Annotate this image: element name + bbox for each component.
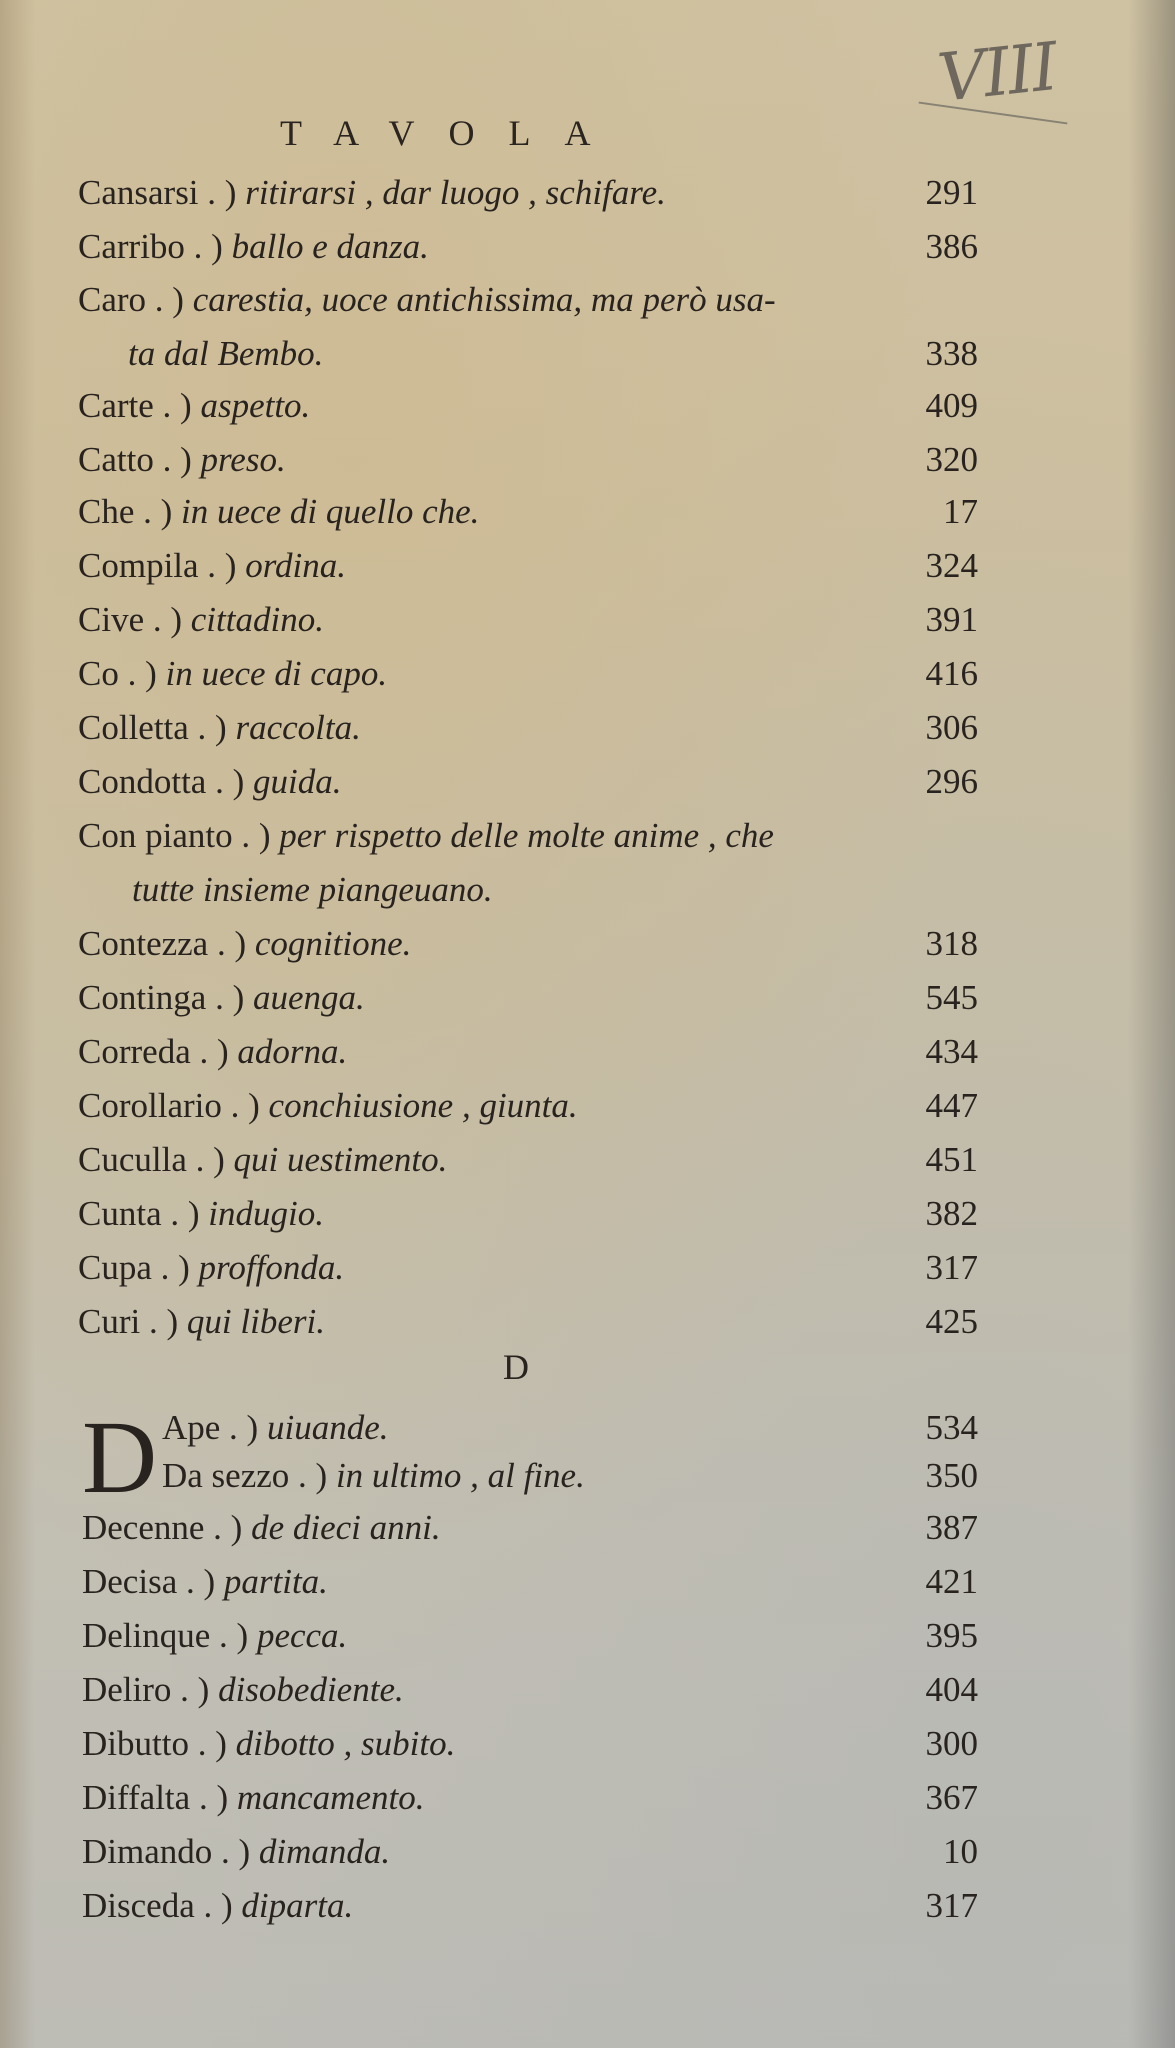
index-entry (78, 280, 978, 334)
index-entry (78, 386, 978, 440)
index-entry (78, 492, 978, 546)
entry-definition: dibotto , subito. (226, 1724, 456, 1763)
entry-page-number: 447 (925, 1086, 978, 1125)
entry-definition: ballo e danza. (222, 227, 429, 266)
entry-page-number: 17 (943, 492, 978, 531)
entry-page-number: 387 (925, 1508, 978, 1547)
entry-definition: carestia, uoce antichissima, ma però usa- (183, 280, 776, 319)
entry-term: Ape . ) (162, 1408, 259, 1447)
entry-term: Contezza . ) (78, 924, 247, 963)
drop-cap: D (82, 1400, 158, 1515)
handwritten-annotation: VIII (934, 28, 1060, 117)
entry-page-number: 300 (925, 1724, 978, 1763)
entry-page-number: 324 (925, 546, 978, 585)
entry-definition: qui liberi. (178, 1302, 325, 1341)
entry-definition: raccolta. (226, 708, 361, 747)
entry-page-number: 382 (925, 1194, 978, 1233)
entry-definition: pecca. (248, 1616, 348, 1655)
index-entry (78, 762, 978, 816)
entry-definition: in ultimo , al fine. (327, 1456, 585, 1495)
index-entry (78, 1086, 978, 1140)
entry-definition: ordina. (236, 546, 347, 585)
entry-page-number: 434 (925, 1032, 978, 1071)
entry-page-number: 291 (925, 173, 978, 212)
index-entry (82, 1508, 978, 1562)
entry-definition: partita. (215, 1562, 328, 1601)
entry-page-number: 451 (925, 1140, 978, 1179)
entry-term: Continga . ) (78, 978, 245, 1017)
index-entry (82, 1886, 978, 1940)
entry-definition: cognitione. (246, 924, 412, 963)
index-entry (82, 1616, 978, 1670)
entry-definition: de dieci anni. (242, 1508, 441, 1547)
entry-term: Decenne . ) (82, 1508, 243, 1547)
entry-page-number: 409 (925, 386, 978, 425)
entry-definition: guida. (244, 762, 342, 801)
entry-term: Dibutto . ) (82, 1724, 227, 1763)
entry-definition: uiuande. (258, 1408, 389, 1447)
section-letter: D (503, 1347, 529, 1387)
entry-term: Con pianto . ) (78, 816, 271, 855)
index-entry (78, 600, 978, 654)
entry-definition: adorna. (228, 1032, 348, 1071)
index-entry (82, 1670, 978, 1724)
entry-term: Co . ) (78, 654, 157, 693)
entry-definition: qui uestimento. (224, 1140, 448, 1179)
entry-term: Deliro . ) (82, 1670, 210, 1709)
entry-page-number: 545 (925, 978, 978, 1017)
index-entry (78, 1194, 978, 1248)
entry-page-number: 306 (925, 708, 978, 747)
entry-page-number: 10 (943, 1832, 978, 1871)
entry-term: Colletta . ) (78, 708, 227, 747)
entry-definition: preso. (191, 440, 286, 479)
index-entry (162, 1408, 978, 1462)
entry-page-number: 395 (925, 1616, 978, 1655)
entry-definition: indugio. (199, 1194, 324, 1233)
page-header: TAVOLA (280, 113, 625, 153)
entry-definition: per rispetto delle molte anime , che (270, 816, 774, 855)
index-entry (82, 1832, 978, 1886)
index-entry (78, 924, 978, 978)
entry-page-number: 425 (925, 1302, 978, 1341)
entry-page-number: 320 (925, 440, 978, 479)
entry-page-number: 421 (925, 1562, 978, 1601)
entry-definition: proffonda. (189, 1248, 345, 1287)
entry-term: Delinque . ) (82, 1616, 249, 1655)
entry-term: Condotta . ) (78, 762, 245, 801)
entry-term: Carribo . ) (78, 227, 223, 266)
entry-definition: ritirarsi , dar luogo , schifare. (236, 173, 666, 212)
entry-definition: tutte insieme piangeuano. (132, 870, 493, 909)
entry-term: Catto . ) (78, 440, 192, 479)
entry-term: Caro . ) (78, 280, 184, 319)
index-entry-continuation (132, 870, 978, 924)
entry-term: Cunta . ) (78, 1194, 200, 1233)
entry-term: Cupa . ) (78, 1248, 190, 1287)
entry-term: Cuculla . ) (78, 1140, 225, 1179)
entry-page-number: 534 (925, 1408, 978, 1447)
entry-page-number: 296 (925, 762, 978, 801)
entry-page-number: 317 (925, 1886, 978, 1925)
index-entry (82, 1778, 978, 1832)
entry-definition: conchiusione , giunta. (259, 1086, 578, 1125)
entry-term: Correda . ) (78, 1032, 229, 1071)
entry-definition: aspetto. (191, 386, 311, 425)
index-entry (78, 978, 978, 1032)
index-entry (78, 708, 978, 762)
index-entry (78, 654, 978, 708)
entry-page-number: 391 (925, 600, 978, 639)
entry-page-number: 350 (925, 1456, 978, 1495)
entry-page-number: 404 (925, 1670, 978, 1709)
entry-term: Da sezzo . ) (162, 1456, 328, 1495)
index-entry (78, 1140, 978, 1194)
index-entry (82, 1724, 978, 1778)
index-entry (78, 227, 978, 281)
entry-term: Curi . ) (78, 1302, 179, 1341)
index-entry (78, 546, 978, 600)
entry-definition: mancamento. (228, 1778, 425, 1817)
entry-definition: disobediente. (209, 1670, 404, 1709)
index-entry (78, 1248, 978, 1302)
entry-term: Decisa . ) (82, 1562, 216, 1601)
entry-term: Compila . ) (78, 546, 237, 585)
entry-term: Disceda . ) (82, 1886, 233, 1925)
entry-definition: diparta. (232, 1886, 354, 1925)
index-entry (162, 1456, 978, 1510)
index-entry-continuation (128, 334, 978, 388)
entry-page-number: 318 (925, 924, 978, 963)
index-entry (82, 1562, 978, 1616)
index-entry (78, 1032, 978, 1086)
entry-term: Dimando . ) (82, 1832, 251, 1871)
entry-term: Cive . ) (78, 600, 183, 639)
entry-page-number: 338 (925, 334, 978, 373)
entry-definition: dimanda. (250, 1832, 391, 1871)
index-entry (78, 173, 978, 227)
entry-definition: auenga. (244, 978, 365, 1017)
entry-page-number: 317 (925, 1248, 978, 1287)
entry-page-number: 386 (925, 227, 978, 266)
index-entry (78, 816, 978, 870)
entry-term: Cansarsi . ) (78, 173, 237, 212)
entry-definition: ta dal Bembo. (128, 334, 324, 373)
entry-definition: in uece di capo. (156, 654, 388, 693)
entry-page-number: 367 (925, 1778, 978, 1817)
entry-definition: cittadino. (182, 600, 324, 639)
entry-definition: in uece di quello che. (172, 492, 480, 531)
entry-term: Diffalta . ) (82, 1778, 229, 1817)
entry-term: Corollario . ) (78, 1086, 260, 1125)
index-entry (78, 440, 978, 494)
entry-page-number: 416 (925, 654, 978, 693)
entry-term: Che . ) (78, 492, 173, 531)
entry-term: Carte . ) (78, 386, 192, 425)
